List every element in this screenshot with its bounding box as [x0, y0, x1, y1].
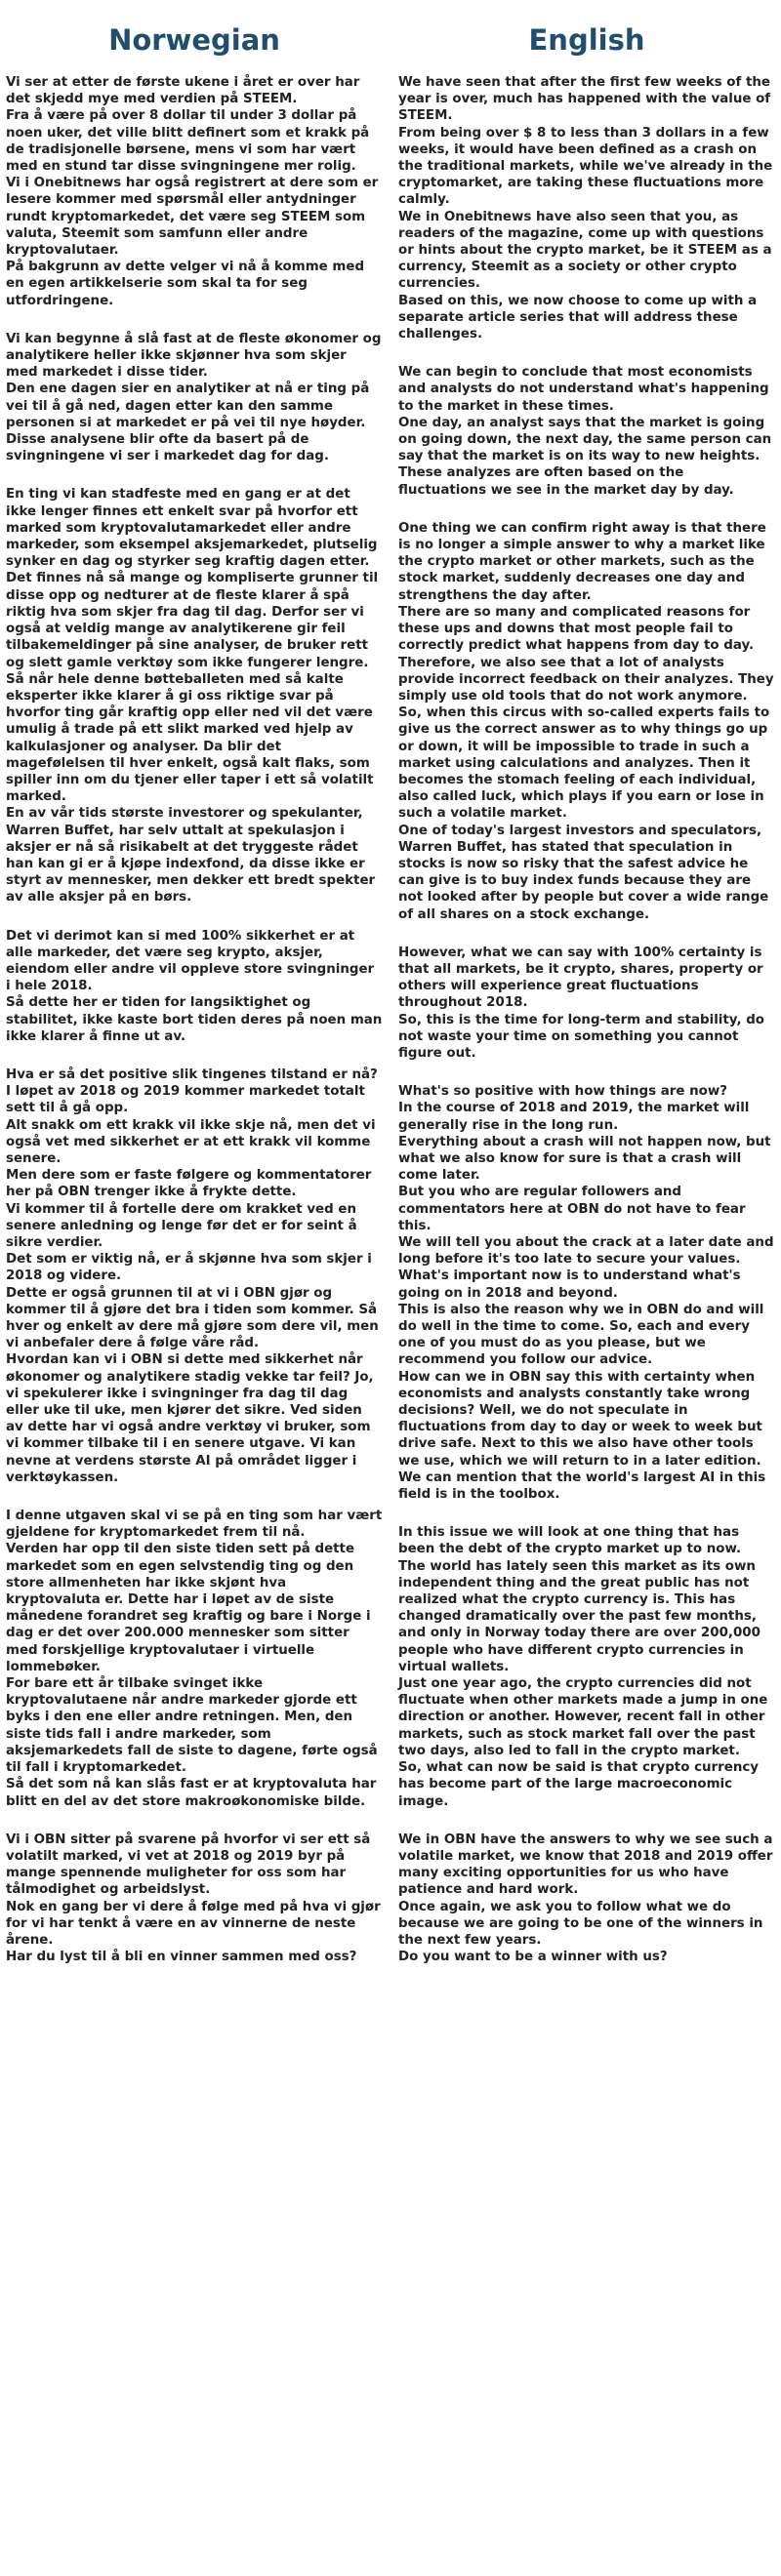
- paragraph: [398, 1524, 775, 1809]
- paragraph-sentence: Så det som nå kan slås fast er at kryptovaluta har blitt en del av det store makroøkonomiske bilde.: [6, 1777, 377, 1809]
- paragraph-sentence: This is also the reason why we in OBN do and will do well in the time to come. So, each and every one of you must do as you please, but we recommend you follow our advice.: [398, 1302, 764, 1368]
- paragraph: [6, 74, 383, 309]
- paragraph-sentence: We in OBN have the answers to why we see such a volatile market, we know that 2018 and 2019 offer many exciting opportunities for us who have patience and hard work.: [398, 1831, 773, 1898]
- paragraph: [6, 486, 383, 906]
- paragraph-sentence: One of today's largest investors and speculators, Warren Buffet, has stated that speculation in stocks is now so risky that the safest advice he can give is to buy index funds because they are not looked after by people but cover a wide range of all shares on a stock exchange.: [398, 823, 769, 922]
- paragraph-sentence: So, this is the time for long-term and stability, do not waste your time on something you cannot figure out.: [398, 1012, 764, 1061]
- paragraph-sentence: I denne utgaven skal vi se på en ting som har vært gjeldene for kryptomarkedet frem til nå.: [6, 1509, 383, 1541]
- paragraph: [398, 520, 775, 923]
- paragraph-sentence: En ting vi kan stadfeste med en gang er at det ikke lenger finnes ett enkelt svar på hvorfor ett marked som kryptovalutamarkedet eller andre markeder, som eksempel aksjemarkedet, plutselig synker en dag og styrker seg kraftig dagen etter.: [6, 487, 378, 570]
- paragraph-sentence: So, when this circus with so-called experts fails to give us the correct answer as to why things go up or down, it will be impossible to trade in such a market using calculations and analyzes. Then it becomes the stomach feeling of each individual, also called luck, which plays if you earn or lose in such a volatile market.: [398, 705, 770, 822]
- paragraph: [6, 1067, 383, 1486]
- paragraph-sentence: Dette er også grunnen til at vi i OBN gjør og kommer til å gjøre det bra i tiden som kommer. Så hver og enkelt av dere må gjøre som dere vil, men vi anbefaler dere å følge våre råd.: [6, 1285, 379, 1351]
- paragraph-sentence: Everything about a crash will not happen now, but what we also know for sure is that a crash will come later.: [398, 1134, 771, 1184]
- paragraph-sentence: Det vi derimot kan si med 100% sikkerhet er at alle markeder, det være seg krypto, aksjer, eiendom eller andre vil oppleve store svingninger i hele 2018.: [6, 928, 375, 994]
- paragraph-sentence: Hva er så det positive slik tingenes tilstand er nå?: [6, 1067, 378, 1082]
- paragraph-sentence: We in Onebitnews have also seen that you, as readers of the magazine, come up with questions or hints about the crypto market, be it STEEM as a currency, Steemit as a society or other crypto currencies.: [398, 209, 772, 292]
- paragraph-sentence: Alt snakk om ett krakk vil ikke skje nå, men det vi også vet med sikkerhet er at ett krakk vil komme senere.: [6, 1117, 376, 1166]
- paragraph-sentence: Vi kan begynne å slå fast at de fleste økonomer og analytikere heller ikke skjønner hva som skjer med markedet i disse tider.: [6, 331, 382, 381]
- paragraph-sentence: The world has lately seen this market as its own independent thing and the great public has not realized what the crypto currency is. This has changed dramatically over the past few months, and only in Norway today there are over 200,000 people who have different crypto currencies in virtual wallets.: [398, 1558, 760, 1674]
- norwegian-heading: Norwegian: [108, 23, 280, 57]
- paragraph-sentence: Disse analysene blir ofte da basert på de svingningene vi ser i markedet dag for dag.: [6, 432, 329, 464]
- paragraph: [398, 74, 775, 342]
- paragraph-sentence: But you who are regular followers and commentators here at OBN do not have to fear this.: [398, 1185, 746, 1233]
- paragraph-sentence: Hvordan kan vi i OBN si dette med sikkerhet når økonomer og analytikere stadig vekke tar feil? Jo, vi spekulerer ikke i svingninger fra dag til dag eller uke til uke, men kjører det sikre. Ved siden av dette har vi også andre verktøy vi bruker, som vi kommer tilbake til i en senere utgave. Vi kan nevne at verdens største AI på området ligger i verktøykassen.: [6, 1352, 374, 1485]
- paragraph-sentence: Har du lyst til å bli en vinner sammen med oss?: [6, 1950, 357, 1965]
- paragraph-sentence: We can begin to conclude that most economists and analysts do not understand what's happening to the market in these times.: [398, 365, 769, 414]
- norwegian-column: [6, 20, 383, 1987]
- paragraph-sentence: So, what can now be said is that crypto currency has become part of the large macroeconomic image.: [398, 1760, 760, 1809]
- paragraph-sentence: Nok en gang ber vi dere å følge med på hva vi gjør for vi har tenkt å være en av vinnerne de neste årene.: [6, 1899, 381, 1948]
- paragraph: [398, 364, 775, 499]
- paragraph-sentence: What's so positive with how things are now?: [398, 1084, 727, 1100]
- paragraph-sentence: I løpet av 2018 og 2019 kommer markedet totalt sett til å gå opp.: [6, 1084, 365, 1116]
- paragraph-sentence: Det som er viktig nå, er å skjønne hva som skjer i 2018 og videre.: [6, 1252, 372, 1284]
- paragraph: [398, 945, 775, 1062]
- english-column: [398, 20, 775, 1987]
- paragraph-sentence: In the course of 2018 and 2019, the market will generally rise in the long run.: [398, 1101, 750, 1133]
- english-paragraphs: [398, 74, 775, 1965]
- paragraph-sentence: Så dette her er tiden for langsiktighet og stabilitet, ikke kaste bort tiden deres på noen man ikke klarer å finne ut av.: [6, 995, 383, 1044]
- paragraph-sentence: For bare ett år tilbake svinget ikke kryptovalutaene når andre markeder gjorde ett byks i den ene eller andre retningen. Men, den siste tids fall i andre markeder, som aksjemarkedets fall de siste to dagene, førte også til fall i kryptomarkedet.: [6, 1676, 378, 1776]
- paragraph-sentence: Fra å være på over 8 dollar til under 3 dollar på noen uker, det ville blitt definert som et krakk på de tradisjonelle børsene, mens vi som har vært med en stund tar disse svingningene mer rolig.: [6, 108, 370, 175]
- paragraph-sentence: En av vår tids største investorer og spekulanter, Warren Buffet, har selv uttalt at spekulasjon i aksjer er nå så risikabelt at det tryggeste rådet han kan gi er å kjøpe indexfond, da disse ikke er styrt av mennesker, men dekker ett bredt spekter av alle aksjer på en børs.: [6, 806, 376, 906]
- norwegian-paragraphs: [6, 74, 383, 1965]
- paragraph-sentence: Vi kommer til å fortelle dere om krakket ved en senere anledning og lenge før det er for seint å sikre verdier.: [6, 1201, 357, 1250]
- paragraph-sentence: Verden har opp til den siste tiden sett på dette markedet som en egen selvstendig ting og den store allmenheten har ikke skjønt hva kryptovaluta er. Dette har i løpet av de siste månedene forandret seg kraftig og bare i Norge i dag er det over 200.000 mennesker som sitter med forskjellige kryptovalutaer i virtuelle lommebøker.: [6, 1542, 371, 1674]
- paragraph-sentence: These analyzes are often based on the fluctuations we see in the market day by day.: [398, 465, 734, 498]
- paragraph-sentence: There are so many and complicated reasons for these ups and downs that most people fail to correctly predict what happens from day to day. Therefore, we also see that a lot of analysts provide incorrect feedback on their analyzes. They simply use old tools that do not work anymore.: [398, 604, 774, 704]
- paragraph-sentence: Do you want to be a winner with us?: [398, 1950, 668, 1965]
- paragraph-sentence: One day, an analyst says that the market is going on going down, the next day, the same person can say that the market is on its way to new heights.: [398, 415, 772, 464]
- paragraph: [6, 928, 383, 1045]
- paragraph-sentence: Vi ser at etter de første ukene i året er over har det skjedd mye med verdien på STEEM.: [6, 75, 360, 107]
- paragraph-sentence: Men dere som er faste følgere og kommentatorer her på OBN trenger ikke å frykte dette.: [6, 1168, 372, 1200]
- paragraph: [398, 1083, 775, 1503]
- paragraph-sentence: Så når hele denne bøtteballeten med så kalte eksperter ikke klarer å gi oss riktige svar på hvorfor ting går kraftig opp eller ned vil det være umulig å trade på ett slikt marked ved hjelp av kalkulasjoner og analyser. Da blir det magefølelsen til hver enkelt, også kalt flaks, som spiller inn om du tjener eller taper i ett så volatilt marked.: [6, 671, 374, 805]
- paragraph: [398, 1831, 775, 1966]
- paragraph-sentence: På bakgrunn av dette velger vi nå å komme med en egen artikkelserie som skal ta for seg utfordringene.: [6, 260, 365, 308]
- paragraph-sentence: Just one year ago, the crypto currencies did not fluctuate when other markets made a jump in one direction or another. However, recent fall in other markets, such as stock market fall over the past two days, also led to fall in the crypto market.: [398, 1676, 768, 1758]
- paragraph: [6, 1508, 383, 1810]
- paragraph-sentence: In this issue we will look at one thing that has been the debt of the crypto market up to now.: [398, 1525, 742, 1557]
- paragraph-sentence: We have seen that after the first few weeks of the year is over, much has happened with the value of STEEM.: [398, 75, 771, 124]
- paragraph-sentence: How can we in OBN say this with certainty when economists and analysts constantly take wrong decisions? Well, we do not speculate in fluctuations from day to day or week to week but drive safe. Next to this we also have other tools we use, which we will return to in a later edition. We can mention that the world's largest AI in this field is in the toolbox.: [398, 1369, 766, 1503]
- paragraph: [6, 331, 383, 465]
- paragraph-sentence: From being over $ 8 to less than 3 dollars in a few weeks, it would have been defined as a crash on the traditional markets, while we've already in the cryptomarket, are taking these fluctuations more calmly.: [398, 125, 773, 208]
- paragraph: [6, 1831, 383, 1966]
- paragraph-sentence: We will tell you about the crack at a later date and long before it's too late to secure your values.: [398, 1235, 774, 1268]
- paragraph-sentence: Den ene dagen sier en analytiker at nå er ting på vei til å gå ned, dagen etter kan den samme personen si at markedet er på vei til nye høyder.: [6, 382, 370, 430]
- paragraph-sentence: What's important now is to understand what's going on in 2018 and beyond.: [398, 1268, 741, 1301]
- english-heading: English: [528, 23, 645, 57]
- paragraph-sentence: One thing we can confirm right away is that there is no longer a simple answer to why a market like the crypto market or other markets, such as the stock market, suddenly decreases one day and strengthens the day after.: [398, 520, 766, 603]
- paragraph-sentence: Once again, we ask you to follow what we do because we are going to be one of the winners in the next few years.: [398, 1899, 763, 1948]
- paragraph-sentence: Based on this, we now choose to come up with a separate article series that will address these challenges.: [398, 293, 758, 342]
- paragraph-sentence: However, what we can say with 100% certainty is that all markets, be it crypto, shares, property or others will experience great fluctuations throughout 2018.: [398, 945, 763, 1011]
- paragraph-sentence: Det finnes nå så mange og kompliserte grunner til disse opp og nedturer at de fleste klarer å spå riktig hva som skjer fra dag til dag. Derfor ser vi også at veldig mange av analytikerene gir feil tilbakemeldinger på sine analyser, de bruker rett og slett gamle verktøy som ikke fungerer lengre.: [6, 571, 379, 670]
- paragraph-sentence: Vi i Onebitnews har også registrert at dere som er lesere kommer med spørsmål eller antydninger rundt kryptomarkedet, det være seg STEEM som valuta, Steemit som samfunn eller andre kryptovalutaer.: [6, 176, 379, 259]
- paragraph-sentence: Vi i OBN sitter på svarene på hvorfor vi ser ett så volatilt marked, vi vet at 2018 og 2019 byr på mange spennende muligheter for oss som har tålmodighet og arbeidslyst.: [6, 1831, 371, 1898]
